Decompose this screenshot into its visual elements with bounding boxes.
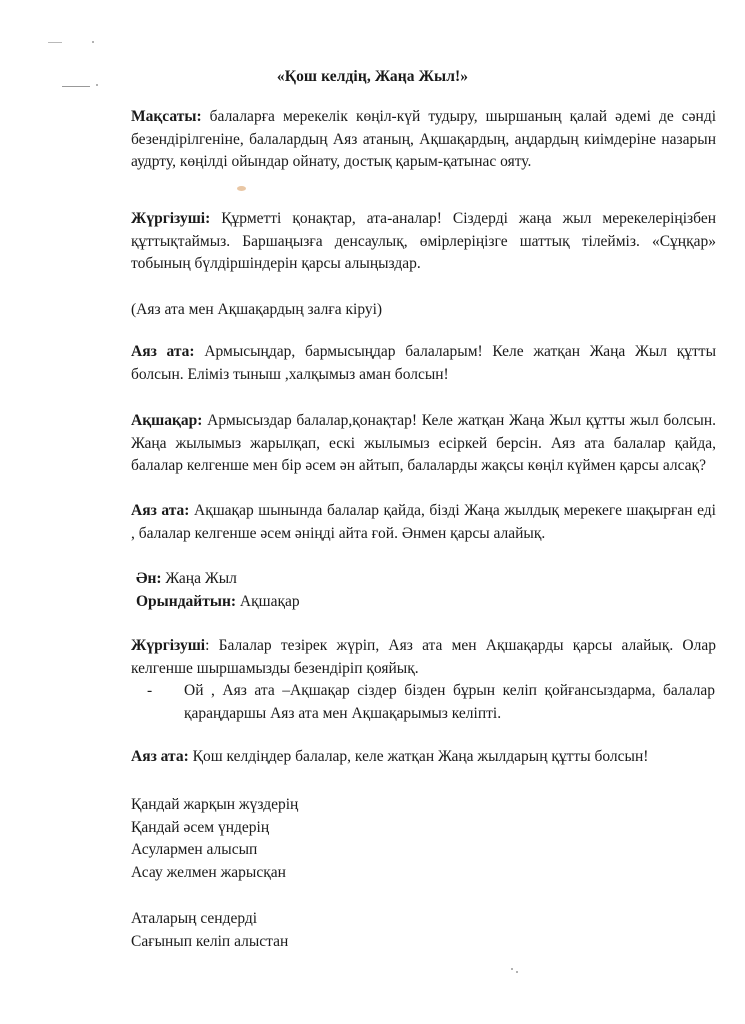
ayaz-ata-text: Армысыңдар, бармысыңдар балаларым! Келе жатқан Жаңа Жыл құтты болсын. Еліміз тыныш ,халқымыз аман болсын! bbox=[131, 343, 716, 383]
paper-stain bbox=[237, 186, 246, 191]
poem-line: Сағынып келіп алыстан bbox=[131, 932, 289, 950]
ayaz-ata-line-2 bbox=[131, 500, 716, 545]
performer-label: Орындайтын: bbox=[136, 592, 237, 610]
song-title: Жаңа Жыл bbox=[165, 570, 237, 587]
song-label: Ән: bbox=[136, 570, 162, 587]
ayaz-ata-line-1 bbox=[131, 341, 716, 386]
song-line bbox=[136, 568, 716, 591]
bullet-item bbox=[147, 680, 715, 725]
ayaz-ata-line-3 bbox=[131, 746, 716, 769]
poem-line: Асау желмен жарысқан bbox=[131, 863, 286, 881]
ayaz-ata-label: Аяз ата: bbox=[131, 343, 195, 360]
goal-label: Мақсаты: bbox=[131, 108, 202, 125]
host-label: Жүргізуші bbox=[131, 637, 206, 654]
goal-paragraph bbox=[131, 106, 716, 174]
ayaz-ata-label: Аяз ата: bbox=[131, 502, 190, 519]
akshakar-text: Армысыздар балалар,қонақтар! Келе жатқан Жаңа Жыл құтты жыл болсын. Жаңа жылымыз жарылқап, ескі жылымыз есіркей берсін. Аяз ата балалар қайда, балалар келгенше мен бір әсем ән айтып, балаларды жақсы көңіл күймен қарсы алсақ? bbox=[131, 412, 717, 474]
stage-direction: (Аяз ата мен Ақшақардың залға кіруі) bbox=[131, 301, 383, 318]
akshakar-label: Ақшақар: bbox=[131, 412, 203, 429]
goal-text: балаларға мерекелік көңіл-күй тудыру, шыршаның қалай әдемі де сәнді безендірілгеніне, балалардың Аяз атаның, Ақшақардың, аңдардың киімдеріне назарын аудрту, көңілді ойындар ойнату, достық қарым-қатынас ояту. bbox=[131, 108, 717, 170]
poem-line: Қандай әсем үндерің bbox=[131, 818, 270, 836]
akshakar-line-1 bbox=[131, 410, 716, 478]
poem-line: Аталарың сендерді bbox=[131, 910, 258, 927]
scan-artifact bbox=[516, 971, 518, 973]
performer-name: Ақшақар bbox=[239, 592, 300, 610]
document-title: «Қош келдің, Жаңа Жыл!» bbox=[276, 68, 469, 85]
poem-line: Асулармен алысып bbox=[131, 841, 258, 858]
song-info bbox=[136, 568, 716, 613]
poem-stanza-2 bbox=[131, 908, 716, 953]
scan-artifact bbox=[511, 968, 513, 970]
host-text: Құрметті қонақтар, ата-аналар! Сіздерді жаңа жыл мерекелеріңізбен құттықтаймыз. Баршаңызға денсаулық, өмірлеріңізге шаттық тілейміз. «Сұңқар» тобының бүлдіршіндерін қарсы алыңыздар. bbox=[131, 210, 716, 272]
host-paragraph-1 bbox=[131, 208, 716, 276]
scan-artifact bbox=[92, 41, 94, 43]
poem-line: Қандай жарқын жүздерің bbox=[131, 796, 299, 813]
host-paragraph-2 bbox=[131, 635, 716, 680]
bullet-dash: - bbox=[147, 682, 153, 699]
ayaz-ata-label: Аяз ата: bbox=[131, 748, 189, 765]
host-text: : Балалар тезірек жүріп, Аяз ата мен Ақшақарды қарсы алайық. Олар келгенше шыршамызды безендіріп қояйық. bbox=[131, 637, 716, 677]
ayaz-ata-text: Ақшақар шынында балалар қайда, бізді Жаңа жылдық мерекеге шақырған еді , балалар келгенше әсем әніңді айта ғой. Әнмен қарсы алайық. bbox=[131, 502, 716, 542]
scan-artifact bbox=[48, 42, 62, 43]
ayaz-ata-text: Қош келдіңдер балалар, келе жатқан Жаңа жылдарың құтты болсын! bbox=[192, 748, 649, 765]
bullet-text: Ой , Аяз ата –Ақшақар сіздер бізден бұрын келіп қойғансыздарма, балалар қараңдаршы Аяз ата мен Ақшақарымыз келіпті. bbox=[184, 682, 715, 722]
host-label: Жүргізуші: bbox=[131, 210, 211, 227]
performer-line bbox=[136, 591, 716, 614]
scan-artifact bbox=[62, 86, 90, 87]
poem-stanza-1 bbox=[131, 794, 716, 884]
